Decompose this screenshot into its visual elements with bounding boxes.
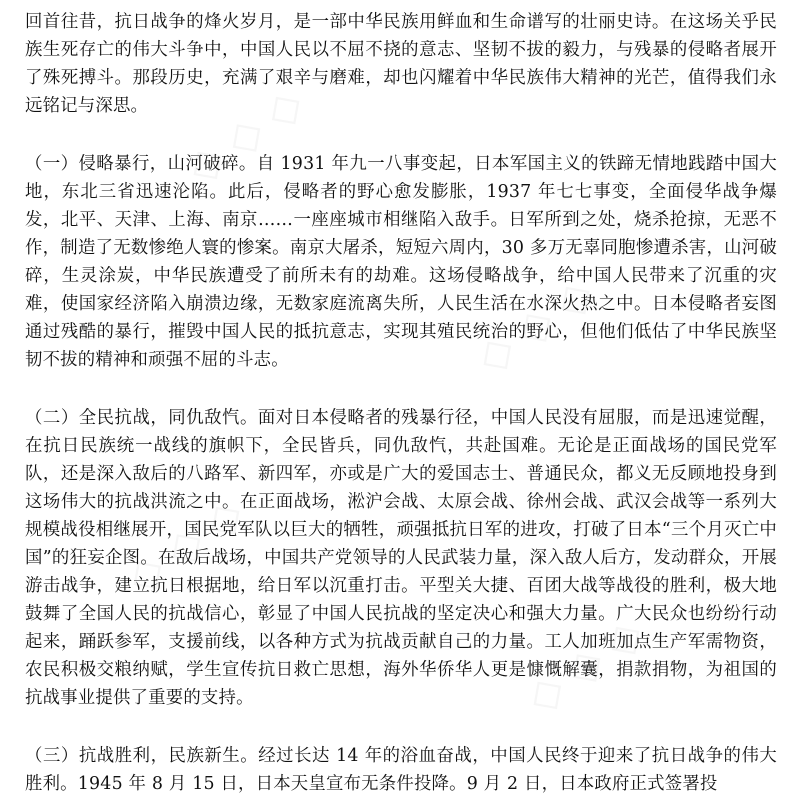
section-2-paragraph: （二）全民抗战，同仇敌忾。面对日本侵略者的残暴行径，中国人民没有屈服，而是迅速觉醒，在抗日民族统一战线的旗帜下，全民皆兵，同仇敌忾，共赴国难。无论是正面战场的国民党军队，还是深入敌后的八路军、新四军，亦或是广大的爱国志士、普通民众，都义无反顾地投身到这场伟大的抗战洪流之中。在正面战场，淞沪会战、太原会战、徐州会战、武汉会战等一系列大规模战役相继展开，国民党军队以巨大的牺牲，顽强抵抗日军的进攻，打破了日本“三个月灭亡中国”的狂妄企图。在敌后战场，中国共产党领导的人民武装力量，深入敌人后方，发动群众，开展游击战争，建立抗日根据地，给日军以沉重打击。平型关大捷、百团大战等战役的胜利，极大地鼓舞了全国人民的抗战信心，彰显了中国人民抗战的坚定决心和强大力量。广大民众也纷纷行动起来，踊跃参军，支援前线，以各种方式为抗战贡献自己的力量。工人加班加点生产军需物资，农民积极交粮纳赋，学生宣传抗日救亡思想，海外华侨华人更是慷慨解囊，捐款捐物，为祖国的抗战事业提供了重要的支持。	[25, 408, 777, 708]
document-body	[25, 8, 777, 800]
section-1-paragraph: （一）侵略暴行，山河破碎。自 1931 年九一八事变起，日本军国主义的铁蹄无情地践踏中国大地，东北三省迅速沦陷。此后，侵略者的野心愈发膨胀，1937 年七七事变，全面侵华战争爆发，北平、天津、上海、南京……一座座城市相继陷入敌手。日军所到之处，烧杀抢掠，无恶不作，制造了无数惨绝人寰的惨案。南京大屠杀，短短六周内，30 多万无辜同胞惨遭杀害，山河破碎，生灵涂炭，中华民族遭受了前所未有的劫难。这场侵略战争，给中国人民带来了沉重的灾难，使国家经济陷入崩溃边缘，无数家庭流离失所，人民生活在水深火热之中。日本侵略者妄图通过残酷的暴行，摧毁中国人民的抵抗意志，实现其殖民统治的野心，但他们低估了中华民族坚韧不拔的精神和顽强不屈的斗志。	[25, 154, 777, 370]
section-3-paragraph: （三）抗战胜利，民族新生。经过长达 14 年的浴血奋战，中国人民终于迎来了抗日战争的伟大胜利。1945 年 8 月 15 日，日本天皇宣布无条件投降。9 月 2 日，日本政府正式签署投	[25, 746, 777, 794]
intro-paragraph: 回首往昔，抗日战争的烽火岁月，是一部中华民族用鲜血和生命谱写的壮丽史诗。在这场关乎民族生死存亡的伟大斗争中，中国人民以不屈不挠的意志、坚韧不拔的毅力，与残暴的侵略者展开了殊死搏斗。那段历史，充满了艰辛与磨难，却也闪耀着中华民族伟大精神的光芒，值得我们永远铭记与深思。	[25, 12, 777, 116]
